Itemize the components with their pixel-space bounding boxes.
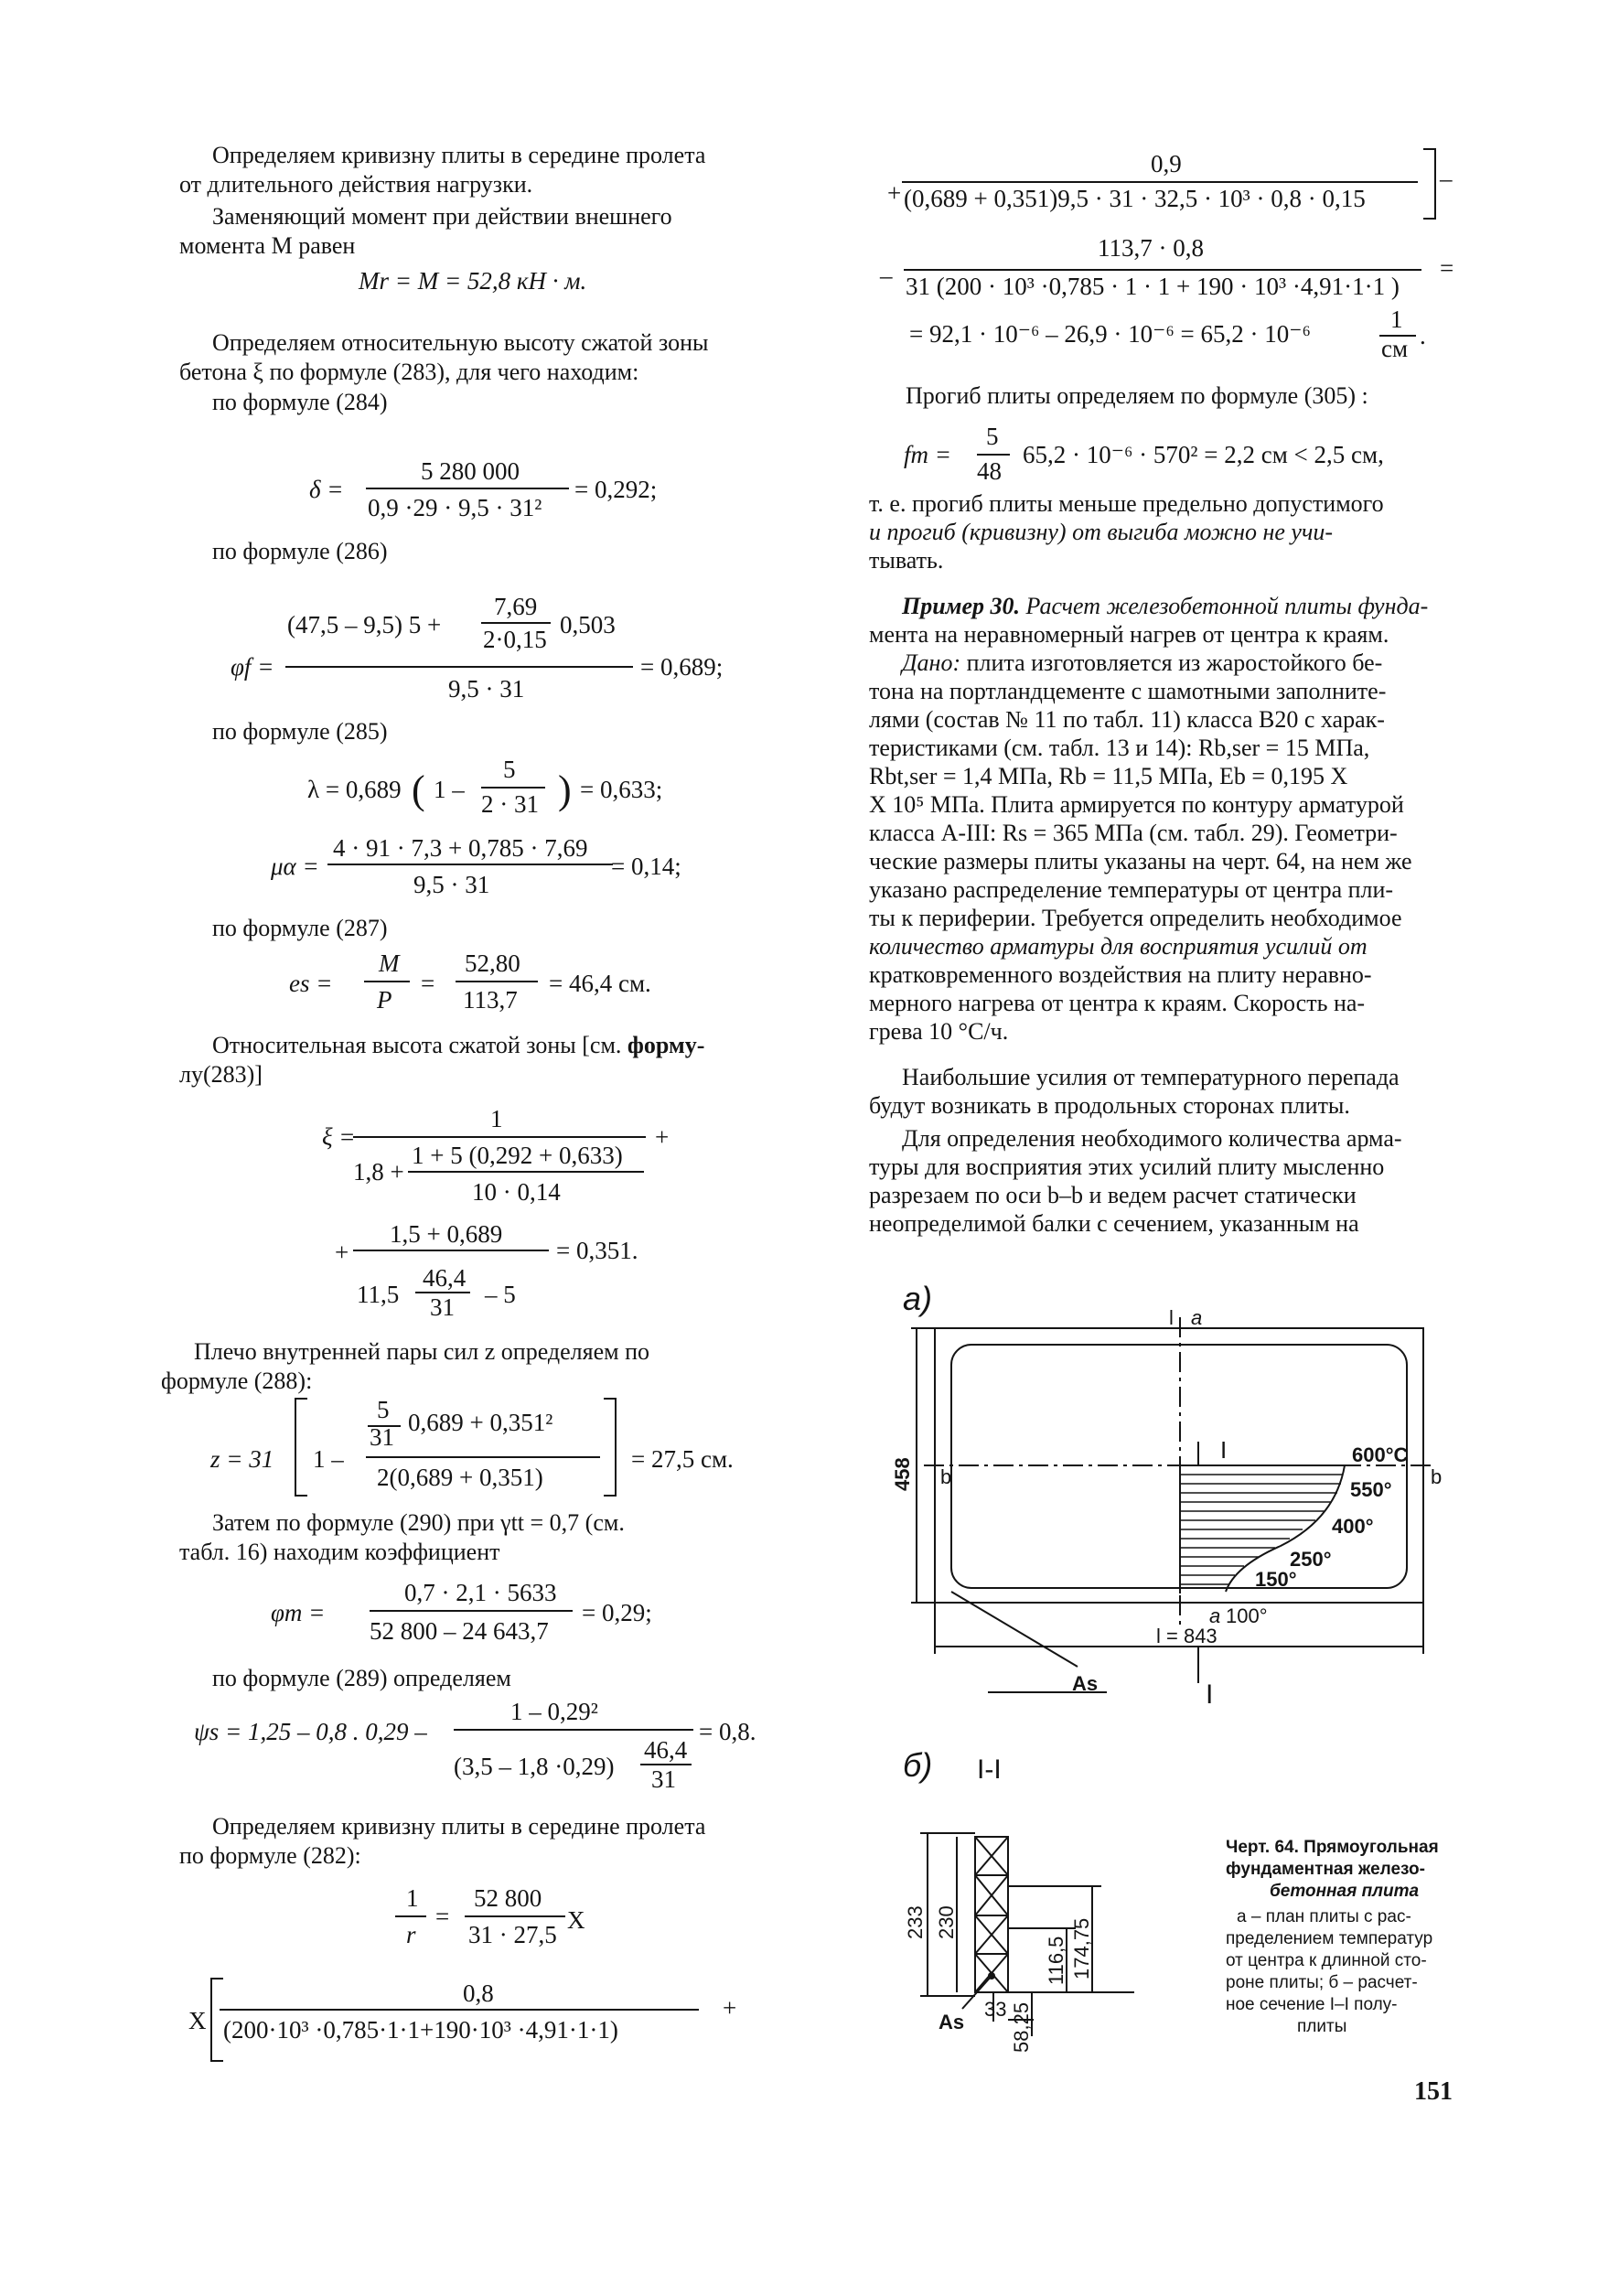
page-number: 151 — [1414, 2077, 1453, 2106]
c1-minus: – — [1440, 165, 1453, 192]
phi-denominator: 9,5 · 31 — [448, 675, 525, 703]
es-num-2: 52,80 — [465, 950, 520, 977]
paragraph-line: лями (состав № 11 по табл. 11) класса В20 с харак- — [869, 706, 1385, 733]
xi2-den-den: 31 — [430, 1293, 455, 1321]
axis-b-left-label: b — [940, 1465, 952, 1488]
phi-num-b: 0,503 — [560, 611, 616, 638]
paragraph-line: Определяем кривизну плиты в середине пролета — [212, 142, 706, 168]
paragraph-line: Затем по формуле (290) при γtt = 0,7 (см. — [212, 1509, 625, 1536]
paren-left: ( — [412, 767, 425, 812]
dimension-174-75: 174,75 — [1070, 1917, 1093, 1979]
lambda-frac-den: 2 · 31 — [481, 790, 539, 818]
section-label: I-I — [977, 1754, 1002, 1785]
paragraph-line: т. е. прогиб плиты меньше предельно допустимого — [869, 490, 1384, 517]
r2-x: X — [188, 2007, 207, 2034]
lambda-b: 1 – — [434, 776, 465, 803]
paren-right: ) — [558, 767, 572, 812]
r-frac-den: r — [406, 1921, 416, 1948]
lambda-result: = 0,633; — [580, 776, 663, 803]
psi-numerator: 1 – 0,29² — [510, 1698, 598, 1725]
as-label-section: As — [939, 2011, 965, 2033]
z-num-b: 0,689 + 0,351² — [408, 1409, 553, 1436]
paragraph-line: кратковременного воздействия на плиту неравно- — [869, 961, 1372, 988]
r-frac-num: 1 — [406, 1884, 419, 1912]
paragraph-line: лу(283)] — [179, 1061, 263, 1088]
paragraph-line: Заменяющий момент при действии внешнего — [212, 203, 672, 230]
dimension-length-label: l = 843 — [1156, 1625, 1217, 1647]
xi-den-a: 1,8 + — [353, 1158, 404, 1186]
fm-frac-den: 48 — [977, 457, 1002, 485]
c1-denominator: (0,689 + 0,351)9,5 · 31 · 32,5 · 10³ · 0,8 · 0,15 — [904, 185, 1366, 212]
axis-b-right-label: b — [1431, 1465, 1443, 1488]
psi-result: = 0,8. — [699, 1718, 756, 1745]
phi-frac-num: 7,69 — [494, 593, 538, 620]
dimension-116-5: 116,5 — [1045, 1936, 1067, 1985]
phi-num-a: (47,5 – 9,5) 5 + — [287, 611, 442, 638]
formula-reference: по формуле (287) — [212, 915, 388, 941]
fm-lhs: fm = — [904, 441, 951, 468]
dimension-33: 33 — [984, 1998, 1007, 2021]
z-frac-den: 31 — [370, 1423, 394, 1451]
dimension-height-label: 458 — [891, 1457, 914, 1491]
xi2-numerator: 1,5 + 0,689 — [390, 1220, 503, 1248]
psi-den-a: (3,5 – 1,8 ·0,29) — [454, 1753, 615, 1780]
es-num-1: M — [379, 950, 400, 977]
paragraph-line: будут возникать в продольных сторонах плиты. — [869, 1092, 1350, 1119]
psi-den-den: 31 — [651, 1765, 676, 1793]
z-lhs: z = 31 — [210, 1445, 274, 1473]
phi-lhs: φf = — [231, 653, 274, 681]
xi-lhs: ξ = — [322, 1123, 356, 1151]
c2-numerator: 113,7 · 0,8 — [1098, 234, 1204, 262]
c3-end: . — [1420, 322, 1426, 349]
c3: = 92,1 · 10⁻⁶ – 26,9 · 10⁻⁶ = 65,2 · 10⁻⁶ — [909, 320, 1311, 348]
xi2-result: = 0,351. — [556, 1237, 638, 1264]
caption-line: от центра к длинной сто- — [1226, 1951, 1427, 1970]
fm-frac-num: 5 — [986, 423, 999, 450]
paragraph-line: формуле (288): — [161, 1368, 313, 1394]
formula-reference: по формуле (286) — [212, 538, 388, 564]
paragraph-line: Прогиб плиты определяем по формуле (305) : — [906, 382, 1368, 409]
cut-label-bottom: I — [1206, 1679, 1214, 1710]
caption-title: фундаментная железо- — [1226, 1860, 1425, 1879]
axis-a-bottom-label: а — [1209, 1604, 1221, 1627]
caption-line: роне плиты; б – расчет- — [1226, 1973, 1418, 1992]
delta-numerator: 5 280 000 — [421, 457, 520, 485]
equation-mr: Mr = M = 52,8 кН · м. — [359, 267, 587, 295]
paragraph-line: Определяем относительную высоту сжатой зоны — [212, 329, 709, 356]
paragraph-line: ческие размеры плиты указаны на черт. 64, на нем же — [869, 848, 1412, 874]
z-denominator: 2(0,689 + 0,351) — [377, 1464, 543, 1491]
c2-denominator: 31 (200 · 10³ ·0,785 · 1 · 1 + 190 · 10³ ·4,91·1·1 ) — [906, 273, 1400, 300]
caption-line: плиты — [1297, 2017, 1347, 2036]
es-result: = 46,4 см. — [549, 970, 651, 997]
paragraph-line: Наибольшие усилия от температурного перепада — [902, 1064, 1400, 1090]
paragraph-line: грева 10 °С/ч. — [869, 1018, 1009, 1045]
phim-denominator: 52 800 – 24 643,7 — [370, 1617, 549, 1645]
fm-result: 65,2 · 10⁻⁶ · 570² = 2,2 см < 2,5 см, — [1023, 441, 1384, 468]
mu-numerator: 4 · 91 · 7,3 + 0,785 · 7,69 — [333, 834, 588, 862]
caption-title: бетонная плита — [1270, 1882, 1420, 1901]
phim-lhs: φm = — [271, 1599, 326, 1626]
mu-lhs: μα = — [271, 853, 319, 880]
es-den-1: P — [377, 986, 392, 1014]
figure-label-b: б) — [903, 1746, 933, 1784]
paragraph-line: и прогиб (кривизну) от выгиба можно не учи- — [869, 519, 1334, 545]
z-one: 1 – — [313, 1445, 344, 1473]
temp-250-label: 250° — [1290, 1548, 1332, 1571]
as-label: As — [1072, 1672, 1099, 1695]
delta-result: = 0,292; — [574, 476, 658, 503]
dimension-58-25: 58,25 — [1010, 2001, 1033, 2053]
xi-numerator: 1 — [490, 1105, 503, 1132]
c2-minus: – — [880, 262, 893, 289]
dimension-233: 233 — [904, 1905, 927, 1939]
paragraph-line: табл. 16) находим коэффициент — [179, 1539, 500, 1565]
psi-a: ψs = 1,25 – 0,8 . 0,29 – — [194, 1718, 427, 1745]
es-eq: = — [421, 970, 435, 997]
paragraph-line: Определяем кривизну плиты в середине пролета — [212, 1813, 706, 1840]
c3-frac-den: см — [1381, 335, 1409, 362]
paragraph-line: ты к периферии. Требуется определить необходимое — [869, 905, 1402, 931]
r-numerator: 52 800 — [474, 1884, 542, 1912]
r-denominator: 31 · 27,5 — [468, 1921, 557, 1948]
paragraph-line: класса А-III: Rs = 365 МПа (см. табл. 29). Геометри- — [869, 820, 1398, 846]
axis-l-label: l — [1169, 1306, 1174, 1329]
xi2-den-num: 46,4 — [423, 1264, 467, 1292]
c2-eq: = — [1440, 254, 1454, 282]
es-lhs: es = — [289, 970, 333, 997]
c1-numerator: 0,9 — [1151, 150, 1182, 177]
lambda-a: λ = 0,689 — [307, 776, 402, 803]
paragraph-line: Х 10⁵ МПа. Плита армируется по контуру арматурой — [869, 791, 1404, 818]
cut-label-top: I — [1220, 1436, 1228, 1464]
temp-400-label: 400° — [1332, 1515, 1374, 1538]
paragraph-line: мерного нагрева от центра к краям. Скорость на- — [869, 990, 1366, 1016]
delta-denominator: 0,9 ·29 · 9,5 · 31² — [368, 494, 542, 521]
formula-reference: по формуле (285) — [212, 718, 388, 745]
temp-600-label: 600°С — [1352, 1443, 1409, 1466]
paragraph-line: от длительного действия нагрузки. — [179, 171, 533, 198]
xi2-den-b: – 5 — [485, 1281, 516, 1308]
paragraph-line: тона на портландцементе с шамотными заполните- — [869, 678, 1387, 704]
psi-den-num: 46,4 — [644, 1736, 688, 1764]
phim-result: = 0,29; — [582, 1599, 652, 1626]
paragraph-line: момента M равен — [179, 232, 356, 259]
paragraph-line: неопределимой балки с сечением, указанным на — [869, 1210, 1359, 1237]
paragraph-line: тывать. — [869, 547, 944, 574]
xi2-plus: + — [335, 1239, 349, 1266]
dimension-230: 230 — [935, 1905, 958, 1939]
paragraph-line: Rbt,ser = 1,4 МПа, Rb = 11,5 МПа, Eb = 0,195 Х — [869, 763, 1348, 789]
example-heading: Пример 30. Расчет железобетонной плиты фунда- — [902, 593, 1429, 619]
phi-result: = 0,689; — [640, 653, 724, 681]
r2-plus: + — [723, 1994, 737, 2022]
mu-denominator: 9,5 · 31 — [413, 871, 490, 898]
paragraph-line: количество арматуры для восприятия усилий от — [869, 933, 1368, 960]
delta-lhs: δ = — [309, 476, 344, 503]
phim-numerator: 0,7 · 2,1 · 5633 — [404, 1579, 557, 1606]
paragraph-line: Относительная высота сжатой зоны [см. форму- — [212, 1032, 705, 1058]
mu-result: = 0,14; — [611, 853, 681, 880]
figure-label-a: а) — [903, 1280, 933, 1317]
r2-denominator: (200·10³ ·0,785·1·1+190·10³ ·4,91·1·1) — [223, 2016, 618, 2044]
caption-title: Черт. 64. Прямоугольная — [1226, 1838, 1439, 1857]
c1-plus: + — [887, 179, 902, 207]
paragraph-line: Плечо внутренней пары сил z определяем по — [194, 1338, 650, 1365]
r-eq: = — [435, 1903, 450, 1930]
paragraph-line: по формуле (282): — [179, 1842, 361, 1869]
paragraph-line: теристиками (см. табл. 13 и 14): Rb,ser = 15 МПа, — [869, 735, 1370, 761]
paragraph-line: мента на неравномерный нагрев от центра к краям. — [869, 621, 1389, 648]
r-x: X — [567, 1906, 585, 1934]
caption-line: а – план плиты с рас- — [1237, 1907, 1411, 1926]
paragraph-line: Дано: плита изготовляется из жаростойкого бе- — [902, 649, 1383, 676]
xi-den-num: 1 + 5 (0,292 + 0,633) — [412, 1142, 623, 1169]
temp-150-label: 150° — [1255, 1568, 1297, 1591]
paragraph-line: указано распределение температуры от центра пли- — [869, 876, 1394, 903]
paragraph-line: разрезаем по оси b–b и ведем расчет статически — [869, 1182, 1357, 1208]
r2-numerator: 0,8 — [463, 1979, 494, 2007]
temp-550-label: 550° — [1350, 1478, 1392, 1501]
z-frac-num: 5 — [377, 1396, 390, 1423]
lambda-frac-num: 5 — [503, 756, 516, 783]
paragraph-line: туры для восприятия этих усилий плиту мысленно — [869, 1153, 1385, 1180]
paragraph-line: Для определения необходимого количества арма- — [902, 1125, 1402, 1152]
formula-reference: по формуле (284) — [212, 389, 388, 415]
temp-100-label: 100° — [1226, 1604, 1268, 1627]
z-result: = 27,5 см. — [631, 1445, 734, 1473]
caption-line: ное сечение I–I полу- — [1226, 1995, 1398, 2014]
paragraph-line: бетона ξ по формуле (283), для чего находим: — [179, 359, 639, 385]
caption-line: пределением температур — [1226, 1929, 1433, 1948]
c3-frac-num: 1 — [1390, 306, 1403, 333]
phi-frac-den: 2·0,15 — [483, 626, 547, 653]
axis-a-top-label: а — [1191, 1306, 1203, 1329]
es-den-2: 113,7 — [463, 986, 518, 1014]
formula-reference: по формуле (289) определяем — [212, 1665, 511, 1691]
xi-plus: + — [655, 1123, 670, 1151]
xi-den-den: 10 · 0,14 — [472, 1178, 561, 1206]
xi2-den-a: 11,5 — [357, 1281, 400, 1308]
